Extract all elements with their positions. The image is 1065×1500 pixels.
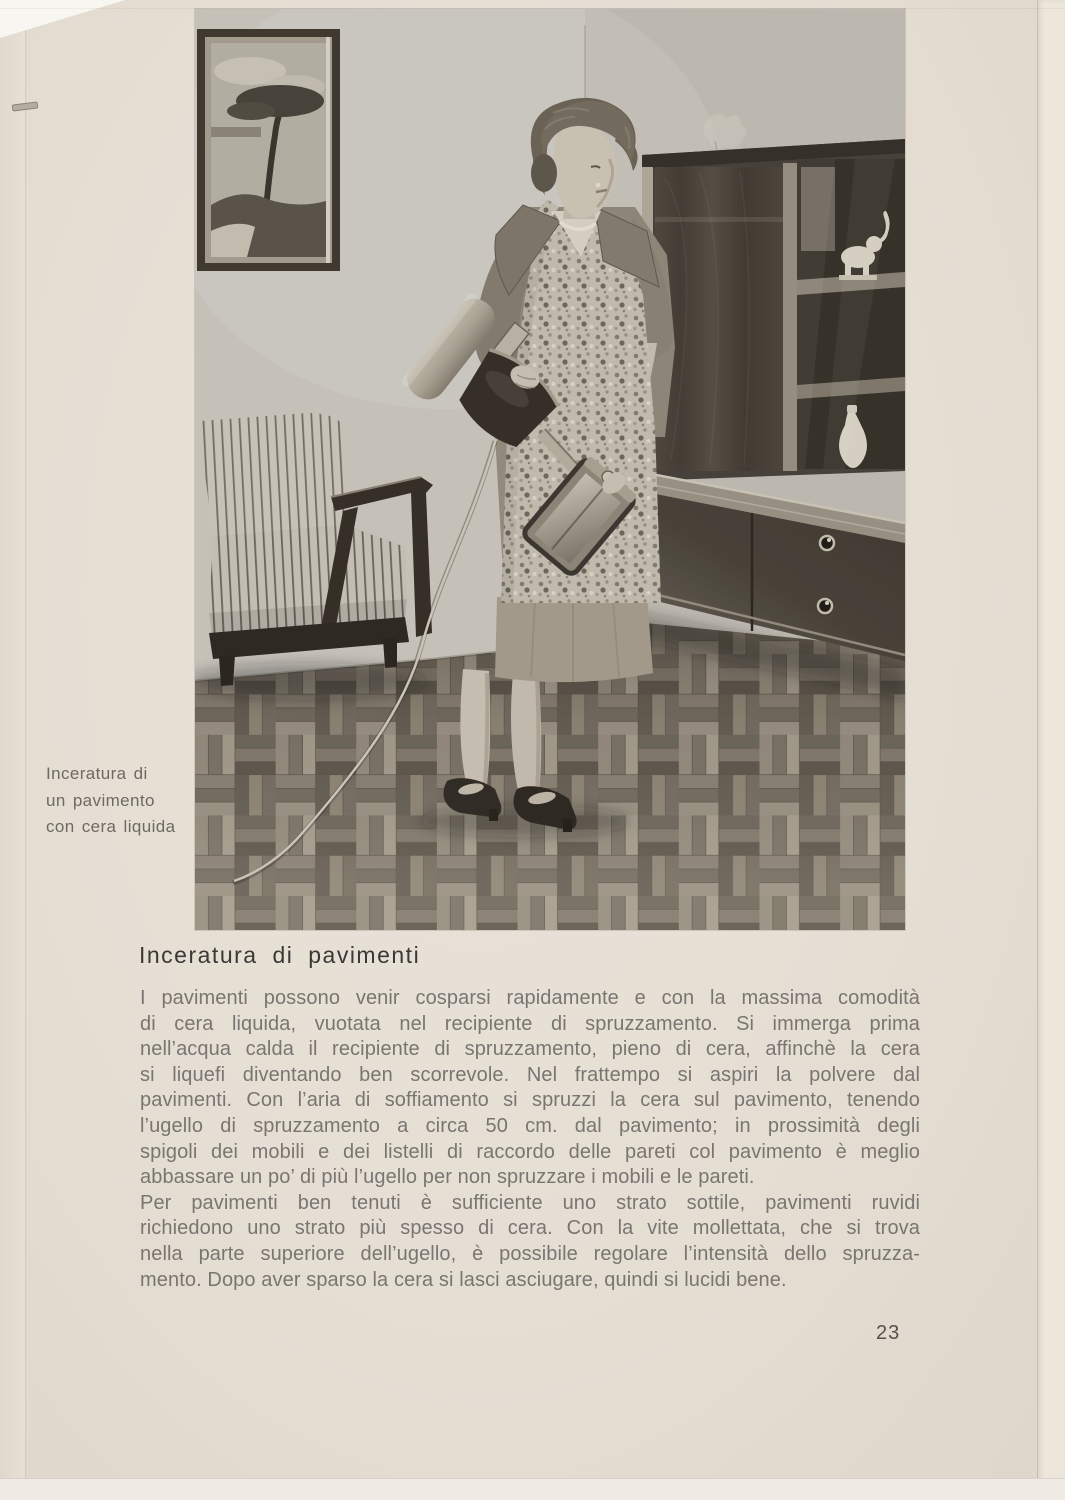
body-line: l’ugello di spruzzamento a circa 50 cm. dal pavimento; in prossimità degli <box>140 1114 920 1137</box>
page-number: 23 <box>876 1322 901 1344</box>
photo-caption <box>46 761 196 841</box>
caption-line: un pavimento <box>46 790 155 810</box>
body-line: mento. Dopo aver sparso la cera si lasci asciugare, quindi si lucidi bene. <box>140 1268 787 1291</box>
caption-line: Inceratura di <box>46 764 148 783</box>
page-right-edge <box>1037 0 1065 1500</box>
body-text <box>140 986 920 1293</box>
body-line: spigoli dei mobili e dei listelli di raccordo delle pareti col pavimento è meglio <box>140 1140 920 1163</box>
page-bottom-edge <box>0 1478 1065 1500</box>
binding-edge <box>0 0 26 1500</box>
body-line: I pavimenti possono venir cosparsi rapidamente e con la massima comodità <box>140 987 920 1009</box>
body-line: nell’acqua calda il recipiente di spruzzamento, pieno di cera, affinchè la cera <box>140 1038 920 1061</box>
body-line: si liquefi diventando ben scorrevole. Nel frattempo si aspiri la polvere dal <box>140 1063 920 1086</box>
body-line: abbassare un po’ di più l’ugello per non spruzzare i mobili e le pareti. <box>140 1166 755 1189</box>
body-line: pavimenti. Con l’aria di soffiamento si spruzzi la cera sul pavimento, tenendo <box>140 1089 920 1112</box>
section-heading: Inceratura di pavimenti <box>139 942 421 968</box>
body-line: nella parte superiore dell’ugello, è possibile regolare l’intensità dello spruzza- <box>140 1242 920 1265</box>
body-line: richiedono uno strato più spesso di cera. Con la vite mollettata, che si trova <box>140 1217 920 1240</box>
page-corner-fold <box>0 0 125 38</box>
photo-woman-waxing-floor <box>195 9 905 930</box>
body-line: Per pavimenti ben tenuti è sufficiente uno strato sottile, pavimenti ruvidi <box>140 1191 920 1214</box>
body-line: di cera liquida, vuotata nel recipiente di spruzzamento. Si immerga prima <box>140 1012 920 1035</box>
photo-tone-overlay <box>195 9 905 930</box>
caption-line: con cera liquida <box>46 817 176 836</box>
binding-crease <box>25 0 28 1500</box>
